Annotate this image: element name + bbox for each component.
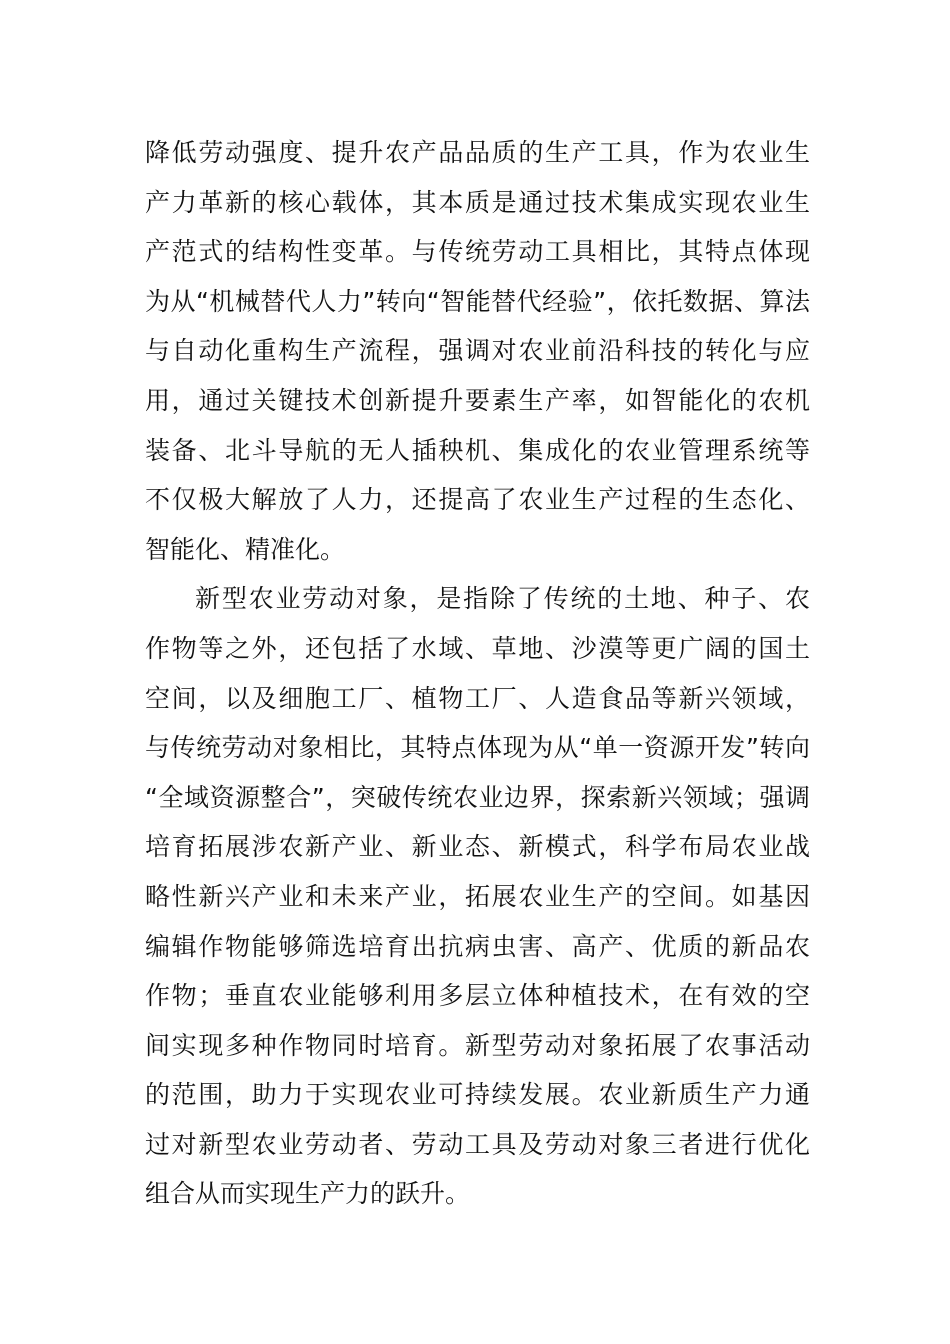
text-line: 产力革新的核心载体，其本质是通过技术集成实现农业生 <box>145 187 810 217</box>
paragraph-1 <box>145 128 810 574</box>
text-line: 不仅极大解放了人力，还提高了农业生产过程的生态化、 <box>145 485 810 515</box>
text-line: 新型农业劳动对象，是指除了传统的土地、种子、农 <box>195 584 810 614</box>
text-line: 作物；垂直农业能够利用多层立体种植技术，在有效的空 <box>145 981 810 1011</box>
text-line: 培育拓展涉农新产业、新业态、新模式，科学布局农业战 <box>145 832 810 862</box>
text-line: 间实现多种作物同时培育。新型劳动对象拓展了农事活动 <box>145 1030 810 1060</box>
text-line: 的范围，助力于实现农业可持续发展。农业新质生产力通 <box>145 1080 810 1110</box>
document-body <box>145 128 810 1219</box>
text-line: 编辑作物能够筛选培育出抗病虫害、高产、优质的新品农 <box>145 931 810 961</box>
text-line: 与自动化重构生产流程，强调对农业前沿科技的转化与应 <box>145 336 810 366</box>
text-line: 智能化、精准化。 <box>145 534 346 564</box>
text-line: 产范式的结构性变革。与传统劳动工具相比，其特点体现 <box>145 237 810 267</box>
text-line: “全域资源整合”，突破传统农业边界，探索新兴领域；强调 <box>145 782 810 812</box>
text-line: 略性新兴产业和未来产业，拓展农业生产的空间。如基因 <box>145 881 810 911</box>
text-line: 为从“机械替代人力”转向“智能替代经验”，依托数据、算法 <box>145 286 810 316</box>
paragraph-2 <box>145 574 810 1219</box>
text-line: 组合从而实现生产力的跃升。 <box>145 1179 471 1209</box>
text-line: 降低劳动强度、提升农产品品质的生产工具，作为农业生 <box>145 138 810 167</box>
text-line: 过对新型农业劳动者、劳动工具及劳动对象三者进行优化 <box>145 1129 810 1159</box>
text-line: 空间，以及细胞工厂、植物工厂、人造食品等新兴领域， <box>145 683 810 713</box>
text-line: 与传统劳动对象相比，其特点体现为从“单一资源开发”转向 <box>145 733 810 763</box>
text-line: 作物等之外，还包括了水域、草地、沙漠等更广阔的国土 <box>145 633 810 663</box>
text-line: 用，通过关键技术创新提升要素生产率，如智能化的农机 <box>145 385 810 415</box>
text-line: 装备、北斗导航的无人插秧机、集成化的农业管理系统等 <box>145 435 810 465</box>
